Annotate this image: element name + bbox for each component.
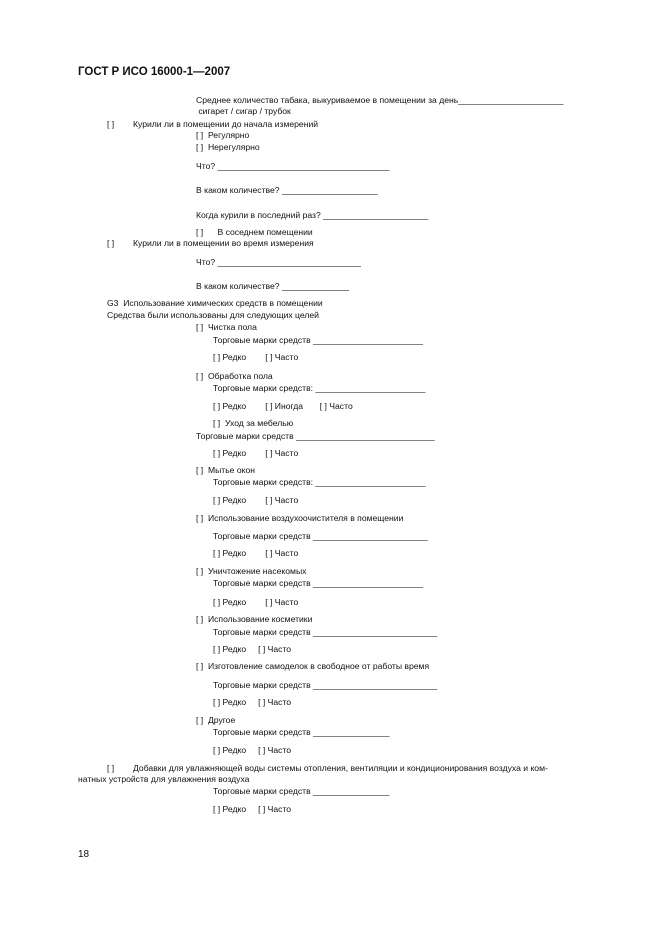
freq-hobby-crafts: [ ] Редко [ ] Часто [213, 697, 292, 707]
section-g3-subtitle: Средства были использованы для следующих целей [107, 310, 319, 320]
brands-insect-control: Торговые марки средств _______________________ [213, 578, 423, 588]
document-header: ГОСТ Р ИСО 16000-1—2007 [78, 66, 231, 78]
tobacco-units-line: сигарет / сигар / трубок [196, 106, 291, 116]
option-irregularly: [ ] Нерегулярно [196, 142, 260, 152]
checkbox-smoked-during: [ ] [107, 238, 115, 248]
item-insect-control: [ ] Уничтожение насекомых [196, 566, 307, 576]
item-humidifier-additives: Добавки для увлажняющей воды системы отопления, вентиляции и кондиционирования воздуха и ком- [133, 763, 548, 773]
freq-floor-cleaning: [ ] Редко [ ] Часто [213, 352, 299, 362]
brands-floor-treatment: Торговые марки средств: _______________________ [213, 383, 426, 393]
page-number: 18 [78, 849, 90, 860]
item-other: [ ] Другое [196, 715, 236, 725]
freq-air-purifier: [ ] Редко [ ] Часто [213, 548, 299, 558]
brands-furniture-care: Торговые марки средств _____________________________ [196, 431, 435, 441]
item-air-purifier: [ ] Использование воздухоочистителя в помещении [196, 513, 404, 523]
brands-cosmetics: Торговые марки средств __________________________ [213, 627, 438, 637]
brands-humidifier-additives: Торговые марки средств ________________ [213, 786, 390, 796]
field-what-during: Что? ______________________________ [196, 257, 361, 267]
brands-air-purifier: Торговые марки средств ________________________ [213, 531, 428, 541]
brands-hobby-crafts: Торговые марки средств __________________________ [213, 680, 438, 690]
question-smoked-before: Курили ли в помещении до начала измерений [133, 119, 319, 129]
item-floor-treatment: [ ] Обработка пола [196, 371, 273, 381]
item-window-washing: [ ] Мытье окон [196, 465, 256, 475]
field-what-before: Что? ____________________________________ [196, 161, 390, 171]
freq-other: [ ] Редко [ ] Часто [213, 745, 292, 755]
checkbox-humidifier-additives: [ ] [107, 763, 115, 773]
item-furniture-care: [ ] Уход за мебелью [213, 418, 294, 428]
field-last-smoked: Когда курили в последний раз? ______________________ [196, 210, 429, 220]
option-adjacent-room: [ ] В соседнем помещении [196, 227, 313, 237]
freq-insect-control: [ ] Редко [ ] Часто [213, 597, 299, 607]
freq-floor-treatment: [ ] Редко [ ] Иногда [ ] Часто [213, 401, 353, 411]
freq-window-washing: [ ] Редко [ ] Часто [213, 495, 299, 505]
brands-other: Торговые марки средств ________________ [213, 727, 390, 737]
section-g3-title: G3 Использование химических средств в помещении [107, 298, 323, 308]
item-floor-cleaning: [ ] Чистка пола [196, 322, 257, 332]
field-amount-during: В каком количестве? ______________ [196, 281, 349, 291]
question-smoked-during: Курили ли в помещении во время измерения [133, 238, 314, 248]
item-humidifier-additives-cont: натных устройств для увлажнения воздуха [78, 774, 250, 784]
tobacco-amount-line: Среднее количество табака, выкуриваемое в помещении за день______________________ [196, 95, 564, 105]
item-cosmetics: [ ] Использование косметики [196, 614, 313, 624]
brands-window-washing: Торговые марки средств: _______________________ [213, 477, 426, 487]
freq-humidifier-additives: [ ] Редко [ ] Часто [213, 804, 292, 814]
brands-floor-cleaning: Торговые марки средств _______________________ [213, 335, 423, 345]
item-hobby-crafts: [ ] Изготовление самоделок в свободное от работы время [196, 661, 430, 671]
field-amount-before: В каком количестве? ____________________ [196, 185, 378, 195]
checkbox-smoked-before: [ ] [107, 119, 115, 129]
freq-furniture-care: [ ] Редко [ ] Часто [213, 448, 299, 458]
freq-cosmetics: [ ] Редко [ ] Часто [213, 644, 292, 654]
option-regularly: [ ] Регулярно [196, 130, 250, 140]
